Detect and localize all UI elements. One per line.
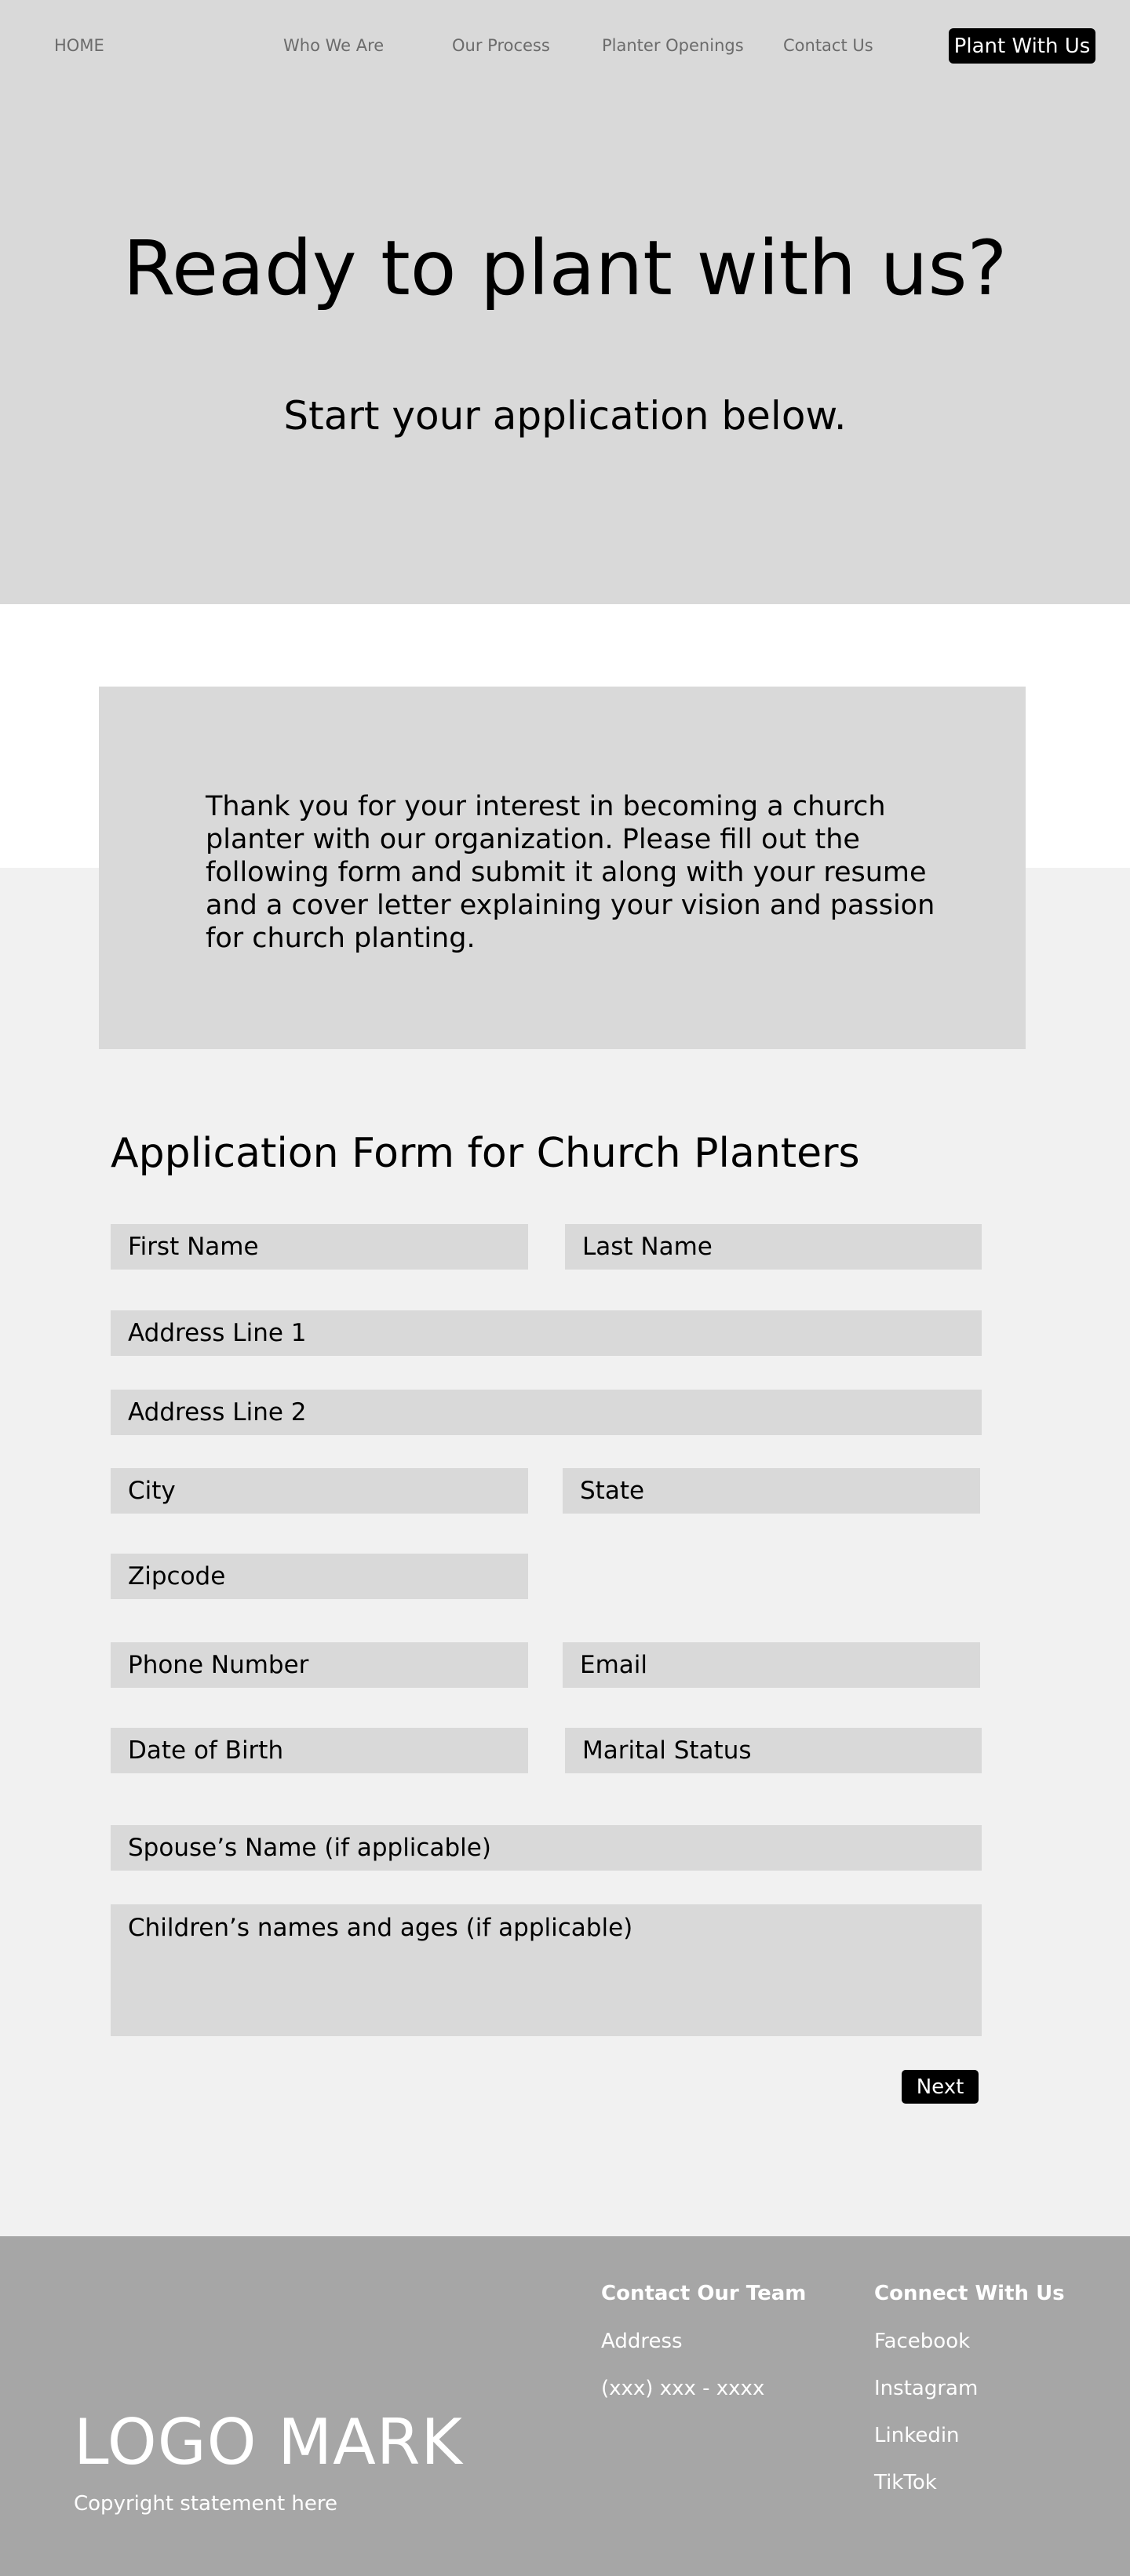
nav-contact-us-link[interactable]: Contact Us bbox=[783, 36, 873, 55]
instagram-link[interactable]: Instagram bbox=[874, 2377, 979, 2400]
email-input[interactable] bbox=[563, 1642, 980, 1688]
nav-who-we-are-link[interactable]: Who We Are bbox=[283, 36, 385, 55]
address-line-2-input[interactable] bbox=[111, 1390, 982, 1435]
intro-text: Thank you for your interest in becoming a church planter with our organization. Please fill out the following form and submit it along with your resume and a cover letter explaining your vision and passion for church planting. bbox=[206, 791, 935, 954]
tiktok-link[interactable]: TikTok bbox=[874, 2471, 937, 2494]
spouse-name-input[interactable] bbox=[111, 1825, 982, 1871]
connect-column bbox=[874, 2282, 1065, 2517]
hero-title: Ready to plant with us? bbox=[122, 224, 1008, 312]
date-of-birth-input[interactable] bbox=[111, 1728, 528, 1773]
children-textarea[interactable] bbox=[111, 1904, 982, 2036]
hero-section bbox=[0, 0, 1130, 604]
contact-column bbox=[601, 2282, 806, 2423]
contact-address: Address bbox=[601, 2330, 683, 2353]
nav-planter-openings-link[interactable]: Planter Openings bbox=[602, 36, 744, 55]
nav-our-process-link[interactable]: Our Process bbox=[452, 36, 550, 55]
plant-with-us-button[interactable]: Plant With Us bbox=[949, 28, 1095, 64]
marital-status-input[interactable] bbox=[565, 1728, 982, 1773]
logo-mark: LOGO MARK bbox=[74, 2406, 463, 2479]
state-input[interactable] bbox=[563, 1468, 980, 1514]
form-title: Application Form for Church Planters bbox=[111, 1130, 860, 1177]
connect-heading: Connect With Us bbox=[874, 2282, 1065, 2305]
footer bbox=[0, 2236, 1130, 2576]
copyright-text: Copyright statement here bbox=[74, 2492, 338, 2516]
zipcode-input[interactable] bbox=[111, 1554, 528, 1599]
top-nav bbox=[0, 0, 1130, 94]
phone-number-input[interactable] bbox=[111, 1642, 528, 1688]
hero-subtitle: Start your application below. bbox=[283, 393, 847, 439]
linkedin-link[interactable]: Linkedin bbox=[874, 2424, 960, 2447]
first-name-input[interactable] bbox=[111, 1224, 528, 1270]
nav-home-link[interactable]: HOME bbox=[54, 36, 104, 55]
address-line-1-input[interactable] bbox=[111, 1310, 982, 1356]
next-button[interactable]: Next bbox=[902, 2070, 979, 2104]
contact-phone: (xxx) xxx - xxxx bbox=[601, 2377, 765, 2400]
facebook-link[interactable]: Facebook bbox=[874, 2330, 971, 2353]
intro-card bbox=[99, 687, 1026, 1049]
city-input[interactable] bbox=[111, 1468, 528, 1514]
last-name-input[interactable] bbox=[565, 1224, 982, 1270]
contact-heading: Contact Our Team bbox=[601, 2282, 807, 2305]
